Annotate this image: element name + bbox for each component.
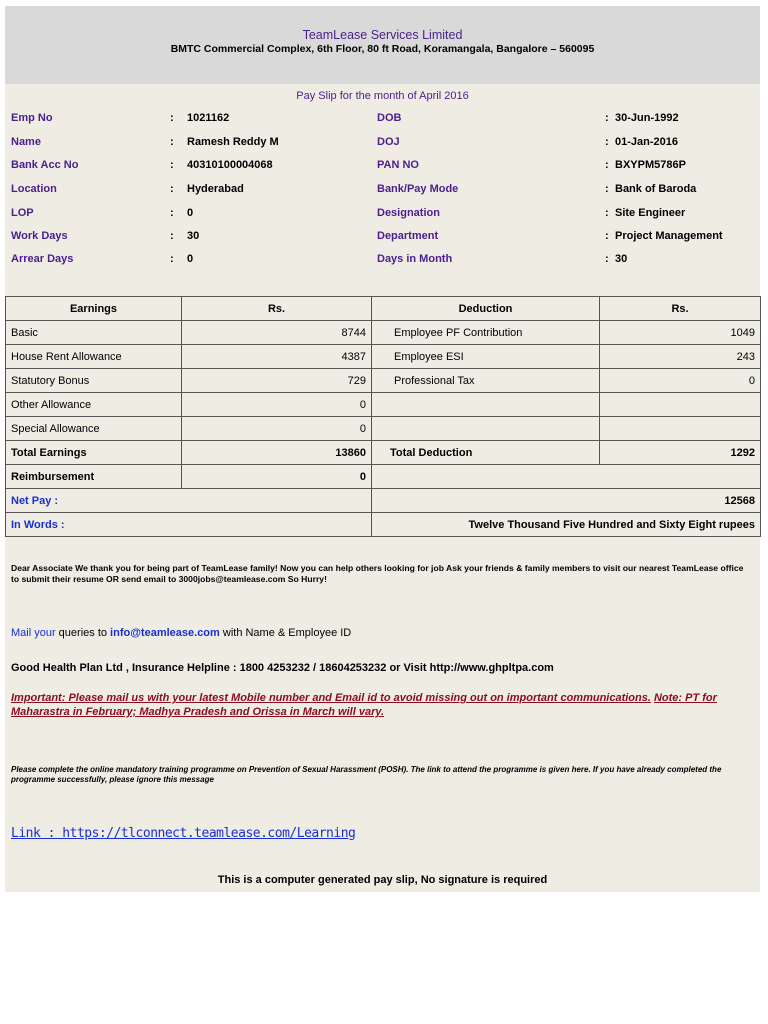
colon: : [170, 207, 174, 219]
table-row [6, 393, 761, 417]
colon: : [170, 112, 174, 124]
colon: : [170, 159, 174, 171]
field-label: Location [11, 183, 57, 195]
field-value: Ramesh Reddy M [187, 136, 279, 148]
reimbursement-value: 0 [182, 465, 372, 489]
field-value: 30 [615, 253, 628, 265]
colon: : [605, 207, 609, 219]
table-row [6, 417, 761, 441]
table-row [6, 369, 761, 393]
colon: : [170, 253, 174, 265]
net-pay-row [6, 489, 761, 513]
pt-note: Note: PT for Maharastra in February; Madhya Pradesh and Orissa in March will vary. [11, 692, 717, 718]
mail-suffix: with Name & Employee ID [219, 627, 352, 639]
deduction-label: Employee ESI [372, 345, 600, 369]
employee-row [5, 207, 760, 223]
field-value: Project Management [615, 230, 723, 242]
column-header: Earnings [6, 297, 182, 321]
earning-label: Special Allowance [6, 417, 182, 441]
important-text: Important: Please mail us with your latest Mobile number and Email id to avoid missing out on important communications. [11, 692, 651, 704]
field-value: BXYPM5786P [615, 159, 686, 171]
earning-amount: 0 [182, 417, 372, 441]
mail-prefix: Mail your [11, 627, 56, 639]
field-label: Designation [377, 207, 440, 219]
earnings-deductions-table [5, 296, 761, 537]
earning-amount: 0 [182, 393, 372, 417]
in-words-row [6, 513, 761, 537]
column-header: Rs. [600, 297, 761, 321]
table-header-row [6, 297, 761, 321]
employee-row [5, 253, 760, 269]
field-label: PAN NO [377, 159, 419, 171]
employee-row [5, 112, 760, 128]
field-label: Days in Month [377, 253, 453, 265]
associate-message: Dear Associate We thank you for being part of TeamLease family! Now you can help others looking for job Ask your friends & family members to visit our nearest TeamLease office to submit their resume OR send email to 3000jobs@teamlease.com So Hurry! [11, 563, 744, 584]
colon: : [170, 183, 174, 195]
deduction-amount [600, 393, 761, 417]
earning-amount: 729 [182, 369, 372, 393]
earning-label: House Rent Allowance [6, 345, 182, 369]
employee-row [5, 230, 760, 246]
learning-link[interactable]: Link : https://tlconnect.teamlease.com/Learning [11, 826, 356, 841]
deduction-amount: 243 [600, 345, 761, 369]
net-pay-label: Net Pay : [6, 489, 372, 513]
earning-amount: 8744 [182, 321, 372, 345]
colon: : [605, 253, 609, 265]
colon: : [605, 136, 609, 148]
deduction-label [372, 393, 600, 417]
field-label: Arrear Days [11, 253, 74, 265]
in-words-label: In Words : [6, 513, 372, 537]
deduction-amount: 1049 [600, 321, 761, 345]
field-label: LOP [11, 207, 34, 219]
support-email-link[interactable]: info@teamlease.com [110, 627, 220, 639]
mail-middle: queries to [55, 627, 111, 639]
field-label: DOJ [377, 136, 400, 148]
important-notice [11, 691, 756, 719]
health-plan-info: Good Health Plan Ltd , Insurance Helpline : 1800 4253232 / 18604253232 or Visit http://www.ghpltpa.com [11, 662, 554, 674]
reimbursement-row [6, 465, 761, 489]
field-value: 0 [187, 253, 194, 265]
colon: : [605, 112, 609, 124]
field-value: 01-Jan-2016 [615, 136, 678, 148]
earning-label: Other Allowance [6, 393, 182, 417]
field-label: Work Days [11, 230, 68, 242]
earning-label: Basic [6, 321, 182, 345]
payslip-header [5, 6, 760, 84]
employee-row [5, 136, 760, 152]
field-value: 30 [187, 230, 200, 242]
earning-amount: 4387 [182, 345, 372, 369]
posh-training-notice: Please complete the online mandatory training programme on Prevention of Sexual Harassment (POSH). The link to attend the programme is given here. If you have already completed the programme successfully, please ignore this message [11, 765, 722, 784]
field-label: Department [377, 230, 439, 242]
colon: : [605, 230, 609, 242]
employee-row [5, 159, 760, 175]
payslip-period: Pay Slip for the month of April 2016 [296, 90, 469, 102]
field-value: Bank of Baroda [615, 183, 697, 195]
footer-note: This is a computer generated pay slip, No signature is required [217, 874, 548, 886]
deduction-label: Employee PF Contribution [372, 321, 600, 345]
payslip-sheet [5, 6, 760, 892]
deduction-label [372, 417, 600, 441]
table-row [6, 321, 761, 345]
colon: : [170, 136, 174, 148]
colon: : [605, 183, 609, 195]
company-address: BMTC Commercial Complex, 6th Floor, 80 ft Road, Koramangala, Bangalore – 560095 [170, 43, 595, 55]
totals-row [6, 441, 761, 465]
deduction-amount: 0 [600, 369, 761, 393]
total-earnings-label: Total Earnings [6, 441, 182, 465]
total-deduction-label: Total Deduction [372, 441, 600, 465]
field-label: Emp No [11, 112, 53, 124]
table-row [6, 345, 761, 369]
company-name: TeamLease Services Limited [302, 28, 463, 42]
deduction-label: Professional Tax [372, 369, 600, 393]
field-value: Site Engineer [615, 207, 686, 219]
reimbursement-label: Reimbursement [6, 465, 182, 489]
mail-queries-line [11, 627, 351, 639]
field-value: 1021162 [187, 112, 230, 124]
in-words-value: Twelve Thousand Five Hundred and Sixty Eight rupees [372, 513, 761, 537]
field-value: 30-Jun-1992 [615, 112, 679, 124]
field-label: Bank Acc No [11, 159, 79, 171]
colon: : [170, 230, 174, 242]
colon: : [605, 159, 609, 171]
total-deduction-value: 1292 [600, 441, 761, 465]
field-value: Hyderabad [187, 183, 244, 195]
column-header: Rs. [182, 297, 372, 321]
total-earnings-value: 13860 [182, 441, 372, 465]
column-header: Deduction [372, 297, 600, 321]
field-label: DOB [377, 112, 402, 124]
deduction-amount [600, 417, 761, 441]
field-value: 40310100004068 [187, 159, 273, 171]
net-pay-value: 12568 [372, 489, 761, 513]
field-label: Bank/Pay Mode [377, 183, 459, 195]
employee-row [5, 183, 760, 199]
field-label: Name [11, 136, 41, 148]
field-value: 0 [187, 207, 194, 219]
empty-cell [372, 465, 761, 489]
earning-label: Statutory Bonus [6, 369, 182, 393]
